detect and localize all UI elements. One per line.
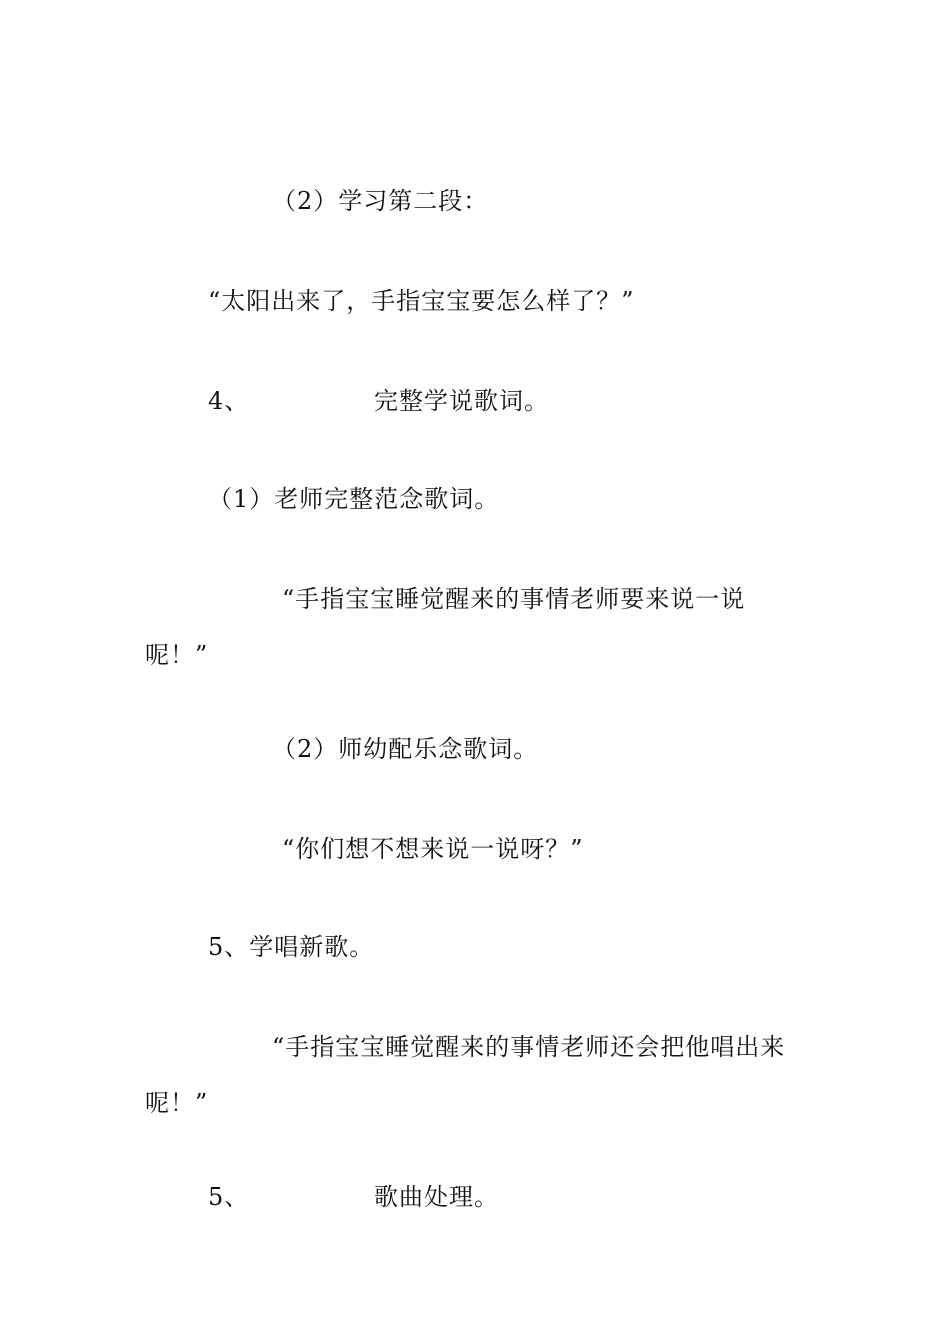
paragraph-step-4-text: 完整学说歌词。 xyxy=(374,387,549,415)
paragraph-study-second-section: （2）学习第二段： xyxy=(272,187,489,215)
paragraph-quote-teacher-say-line1: “手指宝宝睡觉醒来的事情老师要来说一说 xyxy=(282,585,746,613)
paragraph-sun-question: “太阳出来了，手指宝宝要怎么样了？” xyxy=(208,287,635,315)
paragraph-quote-teacher-sing-line1: “手指宝宝睡觉醒来的事情老师还会把他唱出来 xyxy=(272,1033,786,1061)
paragraph-step-5b-number: 5、 xyxy=(208,1183,250,1211)
paragraph-step-5-learn-song: 5、学唱新歌。 xyxy=(208,933,375,961)
paragraph-quote-teacher-say-line2: 呢！” xyxy=(145,641,209,669)
paragraph-step-4-number: 4、 xyxy=(208,387,250,415)
paragraph-music-reading: （2）师幼配乐念歌词。 xyxy=(272,735,539,763)
paragraph-quote-teacher-sing-line2: 呢！” xyxy=(145,1089,209,1117)
paragraph-quote-want-to-say: “你们想不想来说一说呀？” xyxy=(282,835,584,863)
paragraph-step-5b-text: 歌曲处理。 xyxy=(374,1183,499,1211)
paragraph-teacher-reads: （1）老师完整范念歌词。 xyxy=(208,485,500,513)
